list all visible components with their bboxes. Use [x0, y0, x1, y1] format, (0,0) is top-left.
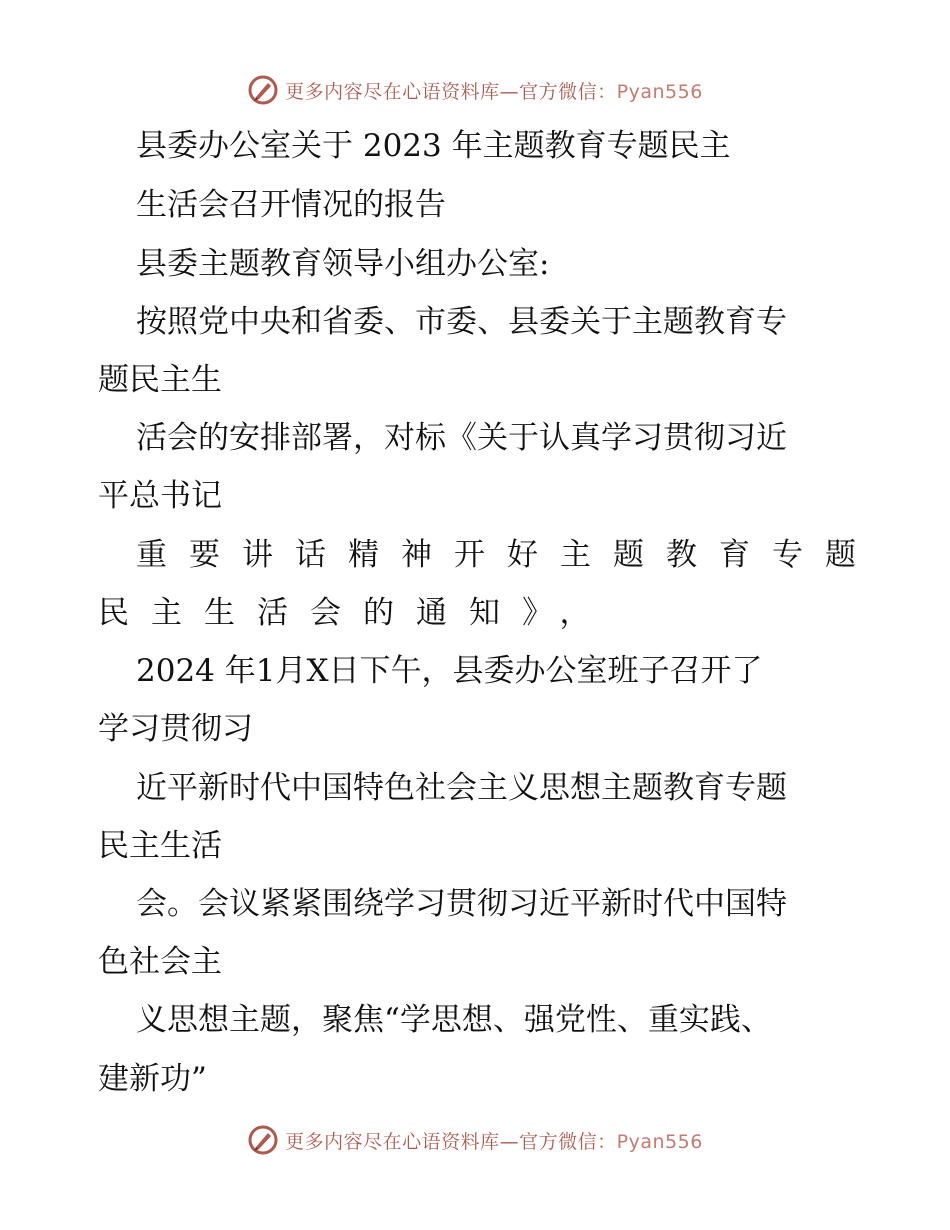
- pen-logo-icon: [247, 1124, 279, 1156]
- document-title-line-2: 生活会召开情况的报告: [136, 187, 446, 223]
- header-watermark: [0, 70, 950, 110]
- body-line: 重要讲话精神开好主题教育专题: [136, 537, 878, 573]
- body-line: 民主生活: [98, 828, 222, 864]
- pen-logo-icon: [247, 74, 279, 106]
- body-line: 义思想主题，聚焦“学思想、强党性、重实践、: [136, 1002, 772, 1038]
- body-line: 2024 年1月X日下午，县委办公室班子召开了: [136, 653, 763, 689]
- recipient-line: 县委主题教育领导小组办公室:: [136, 246, 550, 282]
- watermark-text: 更多内容尽在心语资料库—官方微信：Pyan556: [285, 80, 703, 103]
- body-line: 民主生活会的通知》，: [98, 595, 613, 631]
- body-line: 学习贯彻习: [98, 711, 253, 747]
- body-line: 活会的安排部署，对标《关于认真学习贯彻习近: [136, 420, 787, 456]
- body-line: 建新功”: [98, 1061, 207, 1097]
- body-line: 按照党中央和省委、市委、县委关于主题教育专: [136, 304, 787, 340]
- body-line: 题民主生: [98, 362, 222, 398]
- footer-watermark: [0, 1120, 950, 1160]
- body-line: 色社会主: [98, 944, 222, 980]
- body-line: 平总书记: [98, 478, 222, 514]
- document-title-line-1: 县委办公室关于 2023 年主题教育专题民主: [136, 128, 731, 164]
- watermark-text: 更多内容尽在心语资料库—官方微信：Pyan556: [285, 1130, 703, 1153]
- body-line: 近平新时代中国特色社会主义思想主题教育专题: [136, 770, 787, 806]
- body-line: 会。会议紧紧围绕学习贯彻习近平新时代中国特: [136, 886, 787, 922]
